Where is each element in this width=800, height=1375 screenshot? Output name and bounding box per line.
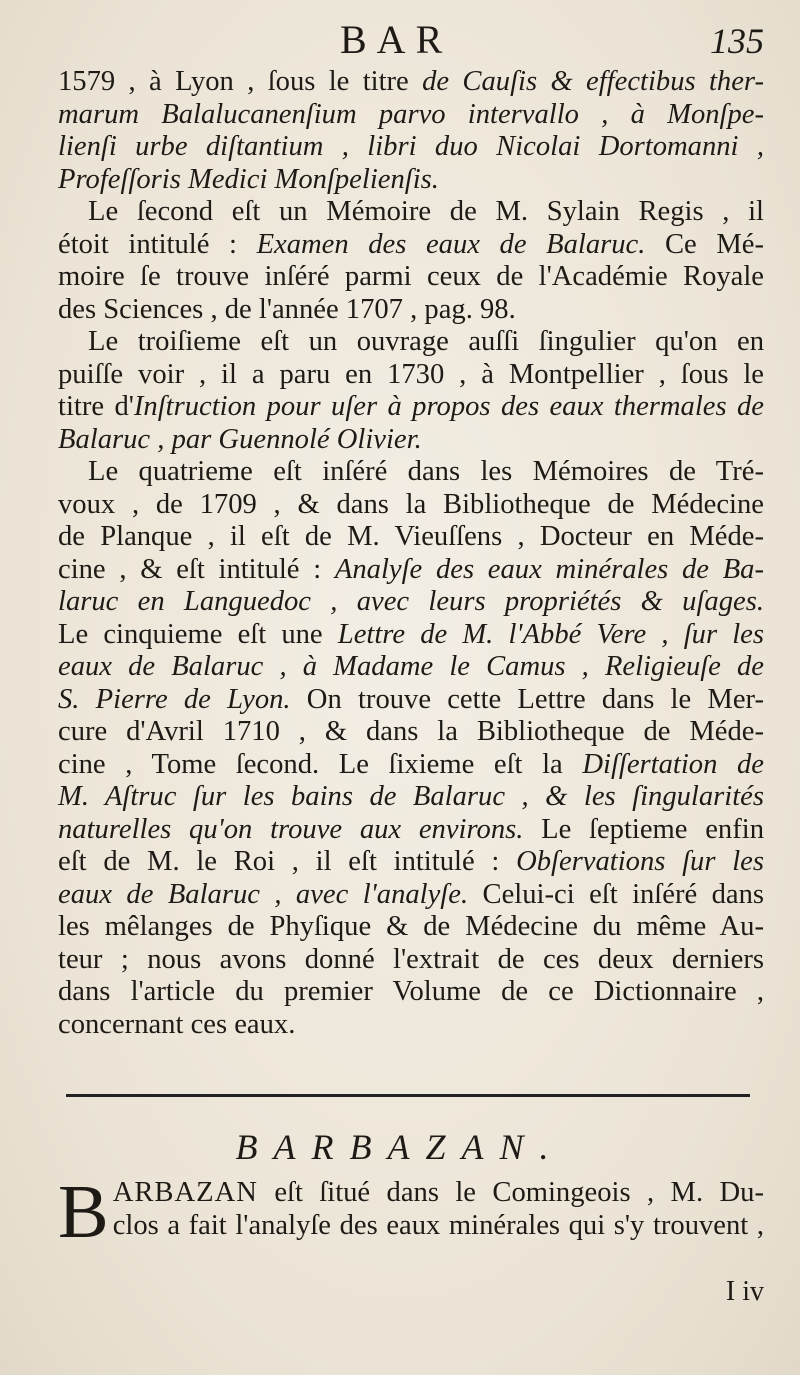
text-line	[58, 554, 764, 587]
text-line	[58, 261, 764, 294]
text-segment: voux , de 1709 , & dans la Bibliotheque de Médecine	[58, 488, 764, 520]
text-line	[58, 294, 764, 327]
article-barbazan	[58, 1170, 764, 1254]
page-header	[0, 14, 800, 64]
text-line	[58, 781, 764, 814]
text-segment: les mêlanges de Phyſique & de Médecine du même Au-	[58, 911, 764, 942]
text-segment: dans l'article du premier Volume de ce Dictionnaire ,	[58, 976, 764, 1007]
text-line	[58, 716, 764, 749]
text-line	[58, 814, 764, 847]
text-line	[58, 359, 764, 392]
text-line	[58, 846, 764, 879]
italic-segment: M. Aſtruc ſur les bains de Balaruc , & les ſingularités	[58, 781, 764, 812]
paragraph	[58, 326, 764, 456]
text-segment: Le ſeptieme enfin	[523, 813, 764, 845]
italic-segment: lienſi urbe diſtantium , libri duo Nicolai Dortomanni ,	[58, 131, 764, 162]
text-line	[58, 489, 764, 522]
text-segment: Ce Mé-	[645, 228, 764, 260]
text-segment: cine , Tome ſecond. Le ſixieme eſt la	[58, 748, 583, 780]
article-line-1-text: eſt ſitué dans le Comingeois , M. Du-	[257, 1177, 764, 1208]
text-line	[58, 651, 764, 684]
paragraph	[58, 456, 764, 1041]
italic-segment: laruc en Languedoc , avec leurs propriétés & uſages.	[58, 586, 764, 617]
text-segment: moire ſe trouve inſéré parmi ceux de l'Académie Royale	[58, 261, 764, 292]
italic-segment: Inſtruction pour uſer à propos des eaux thermales de	[133, 391, 764, 422]
paragraph	[58, 66, 764, 196]
text-line	[58, 684, 764, 717]
italic-segment: eaux de Balaruc , à Madame le Camus , Religieuſe de	[58, 651, 764, 682]
text-line	[58, 99, 764, 132]
signature-mark: I iv	[725, 1276, 764, 1307]
article-line	[58, 1176, 764, 1209]
text-segment: concernant ces eaux.	[58, 1008, 296, 1040]
text-segment: puiſſe voir , il a paru en 1730 , à Montpellier , ſous le	[58, 358, 764, 390]
italic-segment: Lettre de M. l'Abbé Vere , ſur les	[337, 618, 764, 650]
text-segment: de Planque , il eſt de M. Vieuſſens , Docteur en Méde-	[58, 521, 764, 552]
italic-segment: eaux de Balaruc , avec l'analyſe.	[58, 878, 469, 910]
italic-segment: Balaruc , par Guennolé Olivier.	[58, 423, 422, 455]
text-line	[58, 619, 764, 652]
text-line	[58, 164, 764, 197]
italic-segment: de Cauſis & effectibus ther-	[422, 66, 764, 97]
text-segment: Le cinquieme eſt une	[58, 618, 338, 650]
text-segment: Le ſecond eſt un Mémoire de M. Sylain Regis , il	[88, 196, 764, 227]
page-number: 135	[710, 21, 764, 61]
text-segment: cine , & eſt intitulé :	[58, 553, 335, 585]
text-segment: titre d'	[58, 391, 134, 422]
italic-segment: naturelles qu'on trouve aux environs.	[58, 813, 524, 845]
drop-cap: B	[58, 1170, 109, 1254]
paragraph	[58, 196, 764, 326]
text-line	[58, 456, 764, 489]
article-lead-word: ARBAZAN	[112, 1177, 258, 1208]
text-line	[58, 586, 764, 619]
text-line	[58, 976, 764, 1009]
italic-segment: Obſervations ſur les	[516, 846, 764, 877]
text-segment: étoit intitulé :	[58, 228, 257, 260]
text-segment: Le troiſieme eſt un ouvrage auſſi ſingulier qu'on en	[88, 326, 764, 357]
text-line	[58, 229, 764, 262]
section-divider	[66, 1094, 750, 1097]
text-segment: teur ; nous avons donné l'extrait de ces deux derniers	[58, 943, 764, 975]
text-line	[58, 1009, 764, 1042]
text-segment: Celui-ci eſt inſéré dans	[468, 878, 764, 910]
section-title: BARBAZAN.	[235, 1127, 565, 1167]
text-segment: des Sciences , de l'année 1707 , pag. 98.	[58, 293, 516, 325]
running-head: BAR	[340, 17, 453, 62]
article-line: clos a fait l'analyſe des eaux minérales qui s'y trouvent ,	[112, 1210, 764, 1241]
main-text	[58, 66, 764, 1041]
text-segment: Le quatrieme eſt inſéré dans les Mémoires de Tré-	[88, 456, 764, 487]
text-line	[58, 66, 764, 99]
italic-segment: Analyſe des eaux minérales de Ba-	[334, 553, 764, 585]
text-segment: eſt de M. le Roi , il eſt intitulé :	[58, 846, 517, 877]
italic-segment: Profeſſoris Medici Monſpelienſis.	[58, 163, 439, 195]
text-line	[58, 879, 764, 912]
text-line	[58, 326, 764, 359]
italic-segment: marum Balalucanenſium parvo intervallo , à Monſpe-	[58, 98, 764, 130]
italic-segment: Examen des eaux de Balaruc.	[256, 228, 646, 260]
text-line	[58, 391, 764, 424]
text-line	[58, 424, 764, 457]
text-line	[58, 944, 764, 977]
text-line	[58, 196, 764, 229]
text-line	[58, 521, 764, 554]
text-line	[58, 749, 764, 782]
text-segment: On trouve cette Lettre dans le Mer-	[290, 683, 764, 715]
italic-segment: S. Pierre de Lyon.	[58, 683, 291, 715]
italic-segment: Diſſertation de	[582, 748, 764, 780]
text-line	[58, 911, 764, 944]
text-segment: 1579 , à Lyon , ſous le titre	[58, 66, 423, 97]
text-segment: cure d'Avril 1710 , & dans la Bibliotheque de Méde-	[58, 716, 764, 747]
text-line	[58, 131, 764, 164]
